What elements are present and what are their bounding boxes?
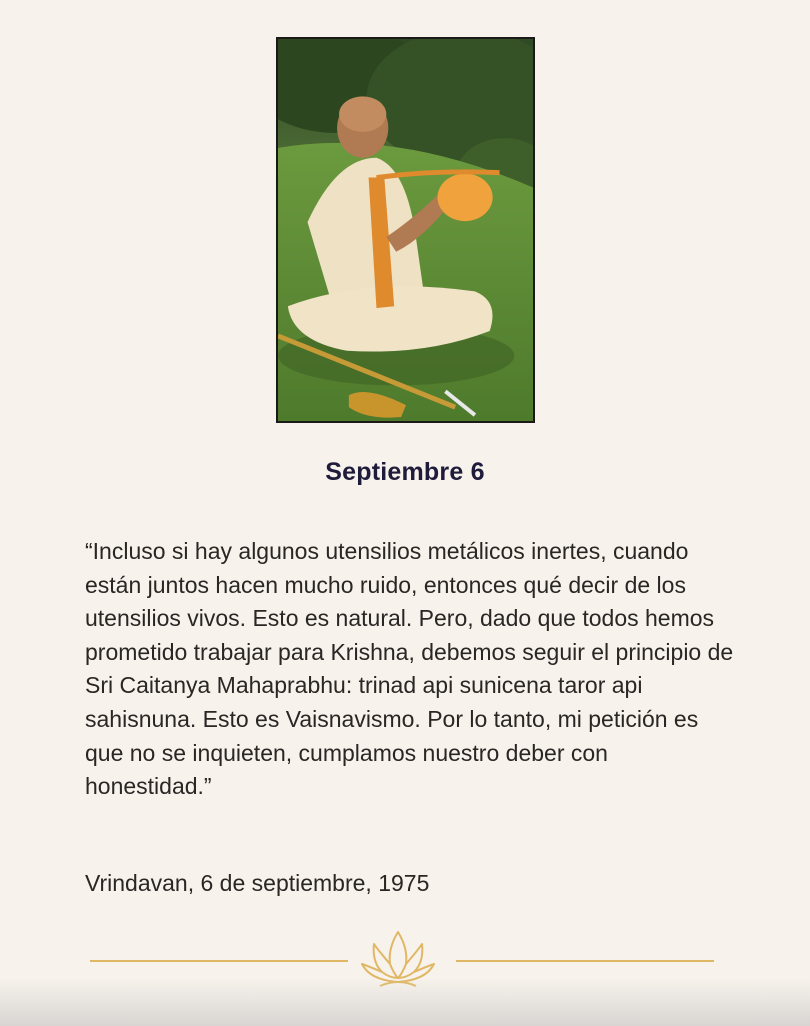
page-title: Septiembre 6 bbox=[325, 458, 485, 486]
portrait-photo bbox=[276, 37, 535, 423]
quote-text: “Incluso si hay algunos utensilios metálicos inertes, cuando están juntos hacen mucho ruido, entonces qué decir de los utensilios vivos. Esto es natural. Pero, dado que todos hemos prometido trabajar para Krishna, debemos seguir el principio de Sri Caitanya Mahaprabhu: trinad api sunicena taror api sahisnuna. Esto es Vaisnavismo. Por lo tanto, mi petición es que no se inquieten, cumplamos nuestro deber con honestidad.” bbox=[85, 538, 734, 800]
bottom-fade bbox=[0, 978, 810, 1026]
ornament-divider-left bbox=[90, 960, 348, 962]
quote-source: Vrindavan, 6 de septiembre, 1975 bbox=[85, 870, 430, 896]
ornament-divider-right bbox=[456, 960, 714, 962]
